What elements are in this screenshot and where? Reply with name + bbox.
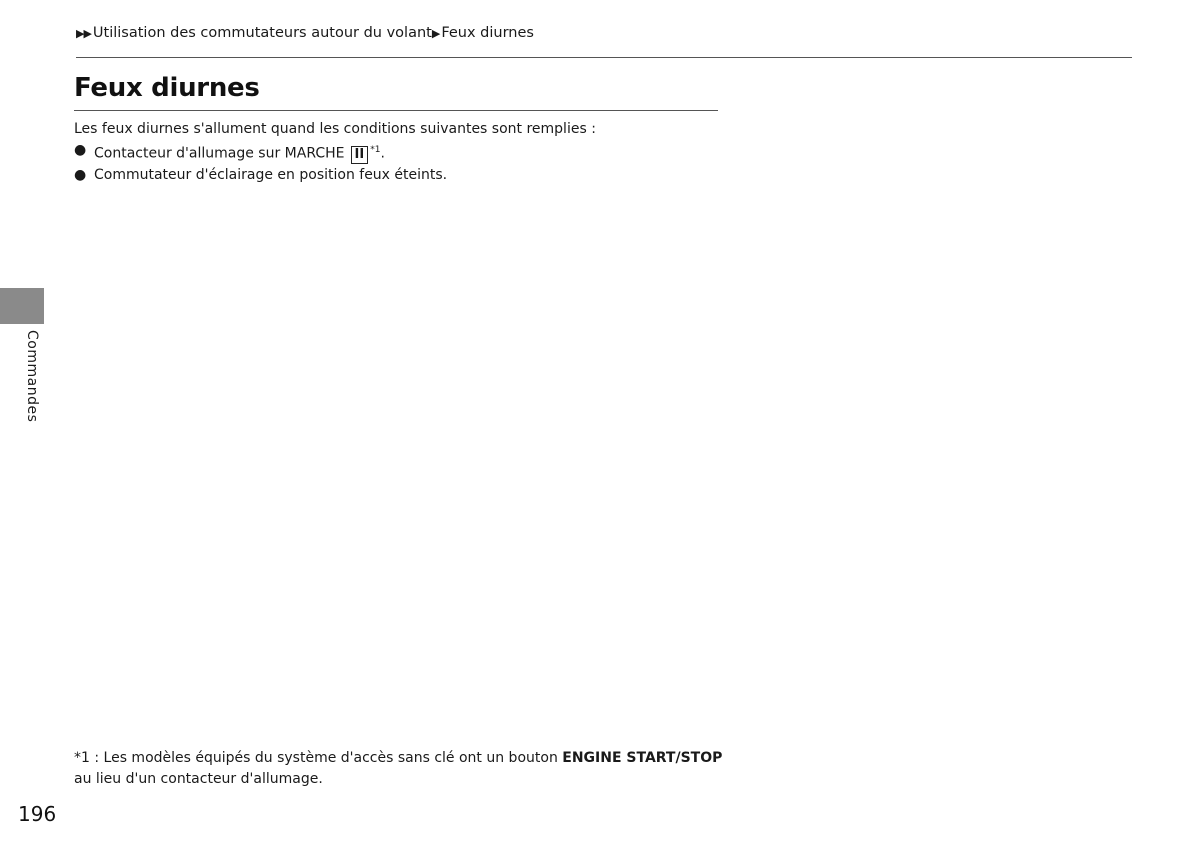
list-item-text: Commutateur d'éclairage en position feux éteints. bbox=[94, 166, 448, 183]
list-item bbox=[74, 165, 724, 186]
footnote-prefix: *1 : Les modèles équipés du système d'accès sans clé ont un bouton bbox=[74, 750, 563, 766]
content-body bbox=[74, 119, 724, 186]
footnote bbox=[74, 748, 724, 790]
list-item bbox=[74, 140, 724, 165]
chapter-tab[interactable] bbox=[0, 288, 44, 324]
ignition-position-key: II bbox=[351, 146, 369, 164]
breadcrumb bbox=[76, 25, 534, 41]
double-triangle-icon: ▶▶ bbox=[76, 27, 91, 40]
header-divider bbox=[76, 57, 1132, 58]
list-item-text: Contacteur d'allumage sur MARCHE bbox=[94, 145, 345, 162]
title-divider bbox=[74, 110, 718, 111]
triangle-icon: ▶ bbox=[431, 27, 440, 40]
condition-list bbox=[74, 140, 724, 186]
footnote-suffix: au lieu d'un contacteur d'allumage. bbox=[74, 771, 323, 787]
footnote-button-name: ENGINE START/STOP bbox=[562, 750, 723, 766]
footnote-reference[interactable]: *1 bbox=[370, 145, 381, 155]
intro-paragraph: Les feux diurnes s'allument quand les conditions suivantes sont remplies : bbox=[74, 121, 596, 137]
page-title: Feux diurnes bbox=[74, 73, 260, 103]
breadcrumb-section[interactable]: Utilisation des commutateurs autour du volant bbox=[92, 25, 432, 41]
chapter-label: Commandes bbox=[24, 330, 40, 423]
bullet-icon: ● bbox=[74, 166, 87, 183]
bullet-icon: ● bbox=[74, 142, 87, 158]
list-item-end: . bbox=[380, 145, 385, 162]
breadcrumb-page: Feux diurnes bbox=[441, 25, 534, 41]
page-number: 196 bbox=[18, 802, 57, 826]
